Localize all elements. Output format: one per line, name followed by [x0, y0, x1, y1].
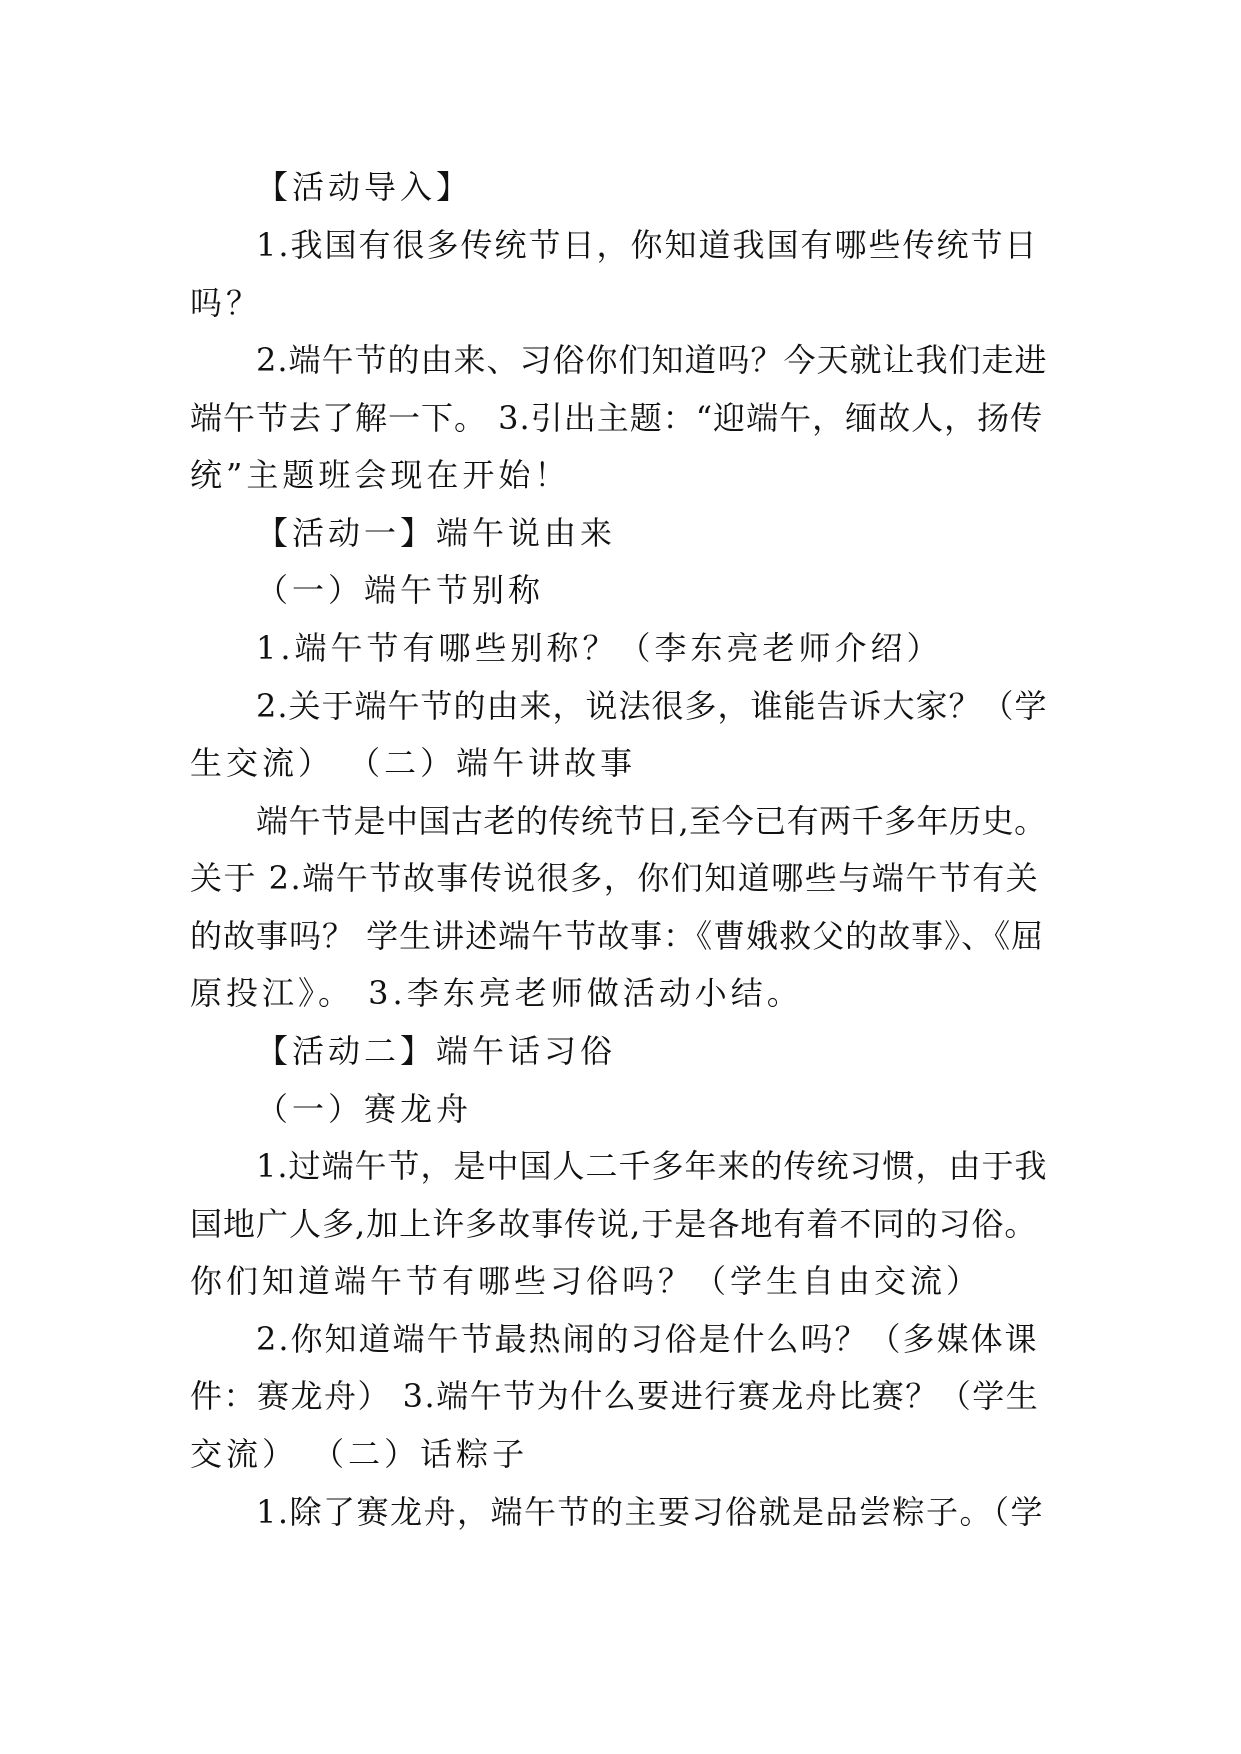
paragraph-line: 2.端午节的由来、习俗你们知道吗？今天就让我们走进 — [256, 341, 1048, 379]
heading-activity-intro: 【活动导入】 — [256, 168, 473, 206]
paragraph-line: 1.我国有很多传统节日，你知道我国有哪些传统节日 — [256, 226, 1039, 264]
subheading-line: （一）赛龙舟 — [256, 1090, 473, 1128]
paragraph-line: 交流） （二）话粽子 — [190, 1435, 529, 1473]
paragraph-line: 关于 2.端午节故事传说很多，你们知道哪些与端午节有关 — [190, 859, 1040, 897]
heading-activity-one: 【活动一】端午说由来 — [256, 514, 617, 552]
paragraph-line: 你们知道端午节有哪些习俗吗？（学生自由交流） — [190, 1262, 983, 1300]
paragraph-line: 国地广人多,加上许多故事传说,于是各地有着不同的习俗。 — [190, 1205, 1038, 1243]
paragraph-line: 端午节是中国古老的传统节日,至今已有两千多年历史。 — [256, 802, 1047, 840]
paragraph-line: 2.关于端午节的由来，说法很多，谁能告诉大家？（学 — [256, 687, 1048, 725]
paragraph-line: 件：赛龙舟） 3.端午节为什么要进行赛龙舟比赛？（学生 — [190, 1377, 1040, 1415]
paragraph-line: 吗？ — [190, 284, 263, 322]
paragraph-line: 原投江》。 3.李东亮老师做活动小结。 — [190, 974, 803, 1012]
paragraph-line: 1.过端午节，是中国人二千多年来的传统习惯，由于我 — [256, 1147, 1048, 1185]
paragraph-line: 端午节去了解一下。 3.引出主题：“迎端午，缅故人，扬传 — [190, 399, 1044, 437]
paragraph-line: 统”主题班会现在开始！ — [190, 456, 571, 494]
paragraph-line: 1.端午节有哪些别称？（李东亮老师介绍） — [256, 629, 943, 667]
heading-activity-two: 【活动二】端午话习俗 — [256, 1032, 617, 1070]
subheading-line: （一）端午节别称 — [256, 571, 545, 609]
paragraph-line: 1.除了赛龙舟，端午节的主要习俗就是品尝粽子。（学 — [256, 1493, 1045, 1531]
paragraph-line: 2.你知道端午节最热闹的习俗是什么吗？（多媒体课 — [256, 1320, 1039, 1358]
paragraph-line: 的故事吗？ 学生讲述端午节故事：《曹娥救父的故事》、《屈 — [190, 917, 1045, 955]
paragraph-line: 生交流） （二）端午讲故事 — [190, 744, 637, 782]
